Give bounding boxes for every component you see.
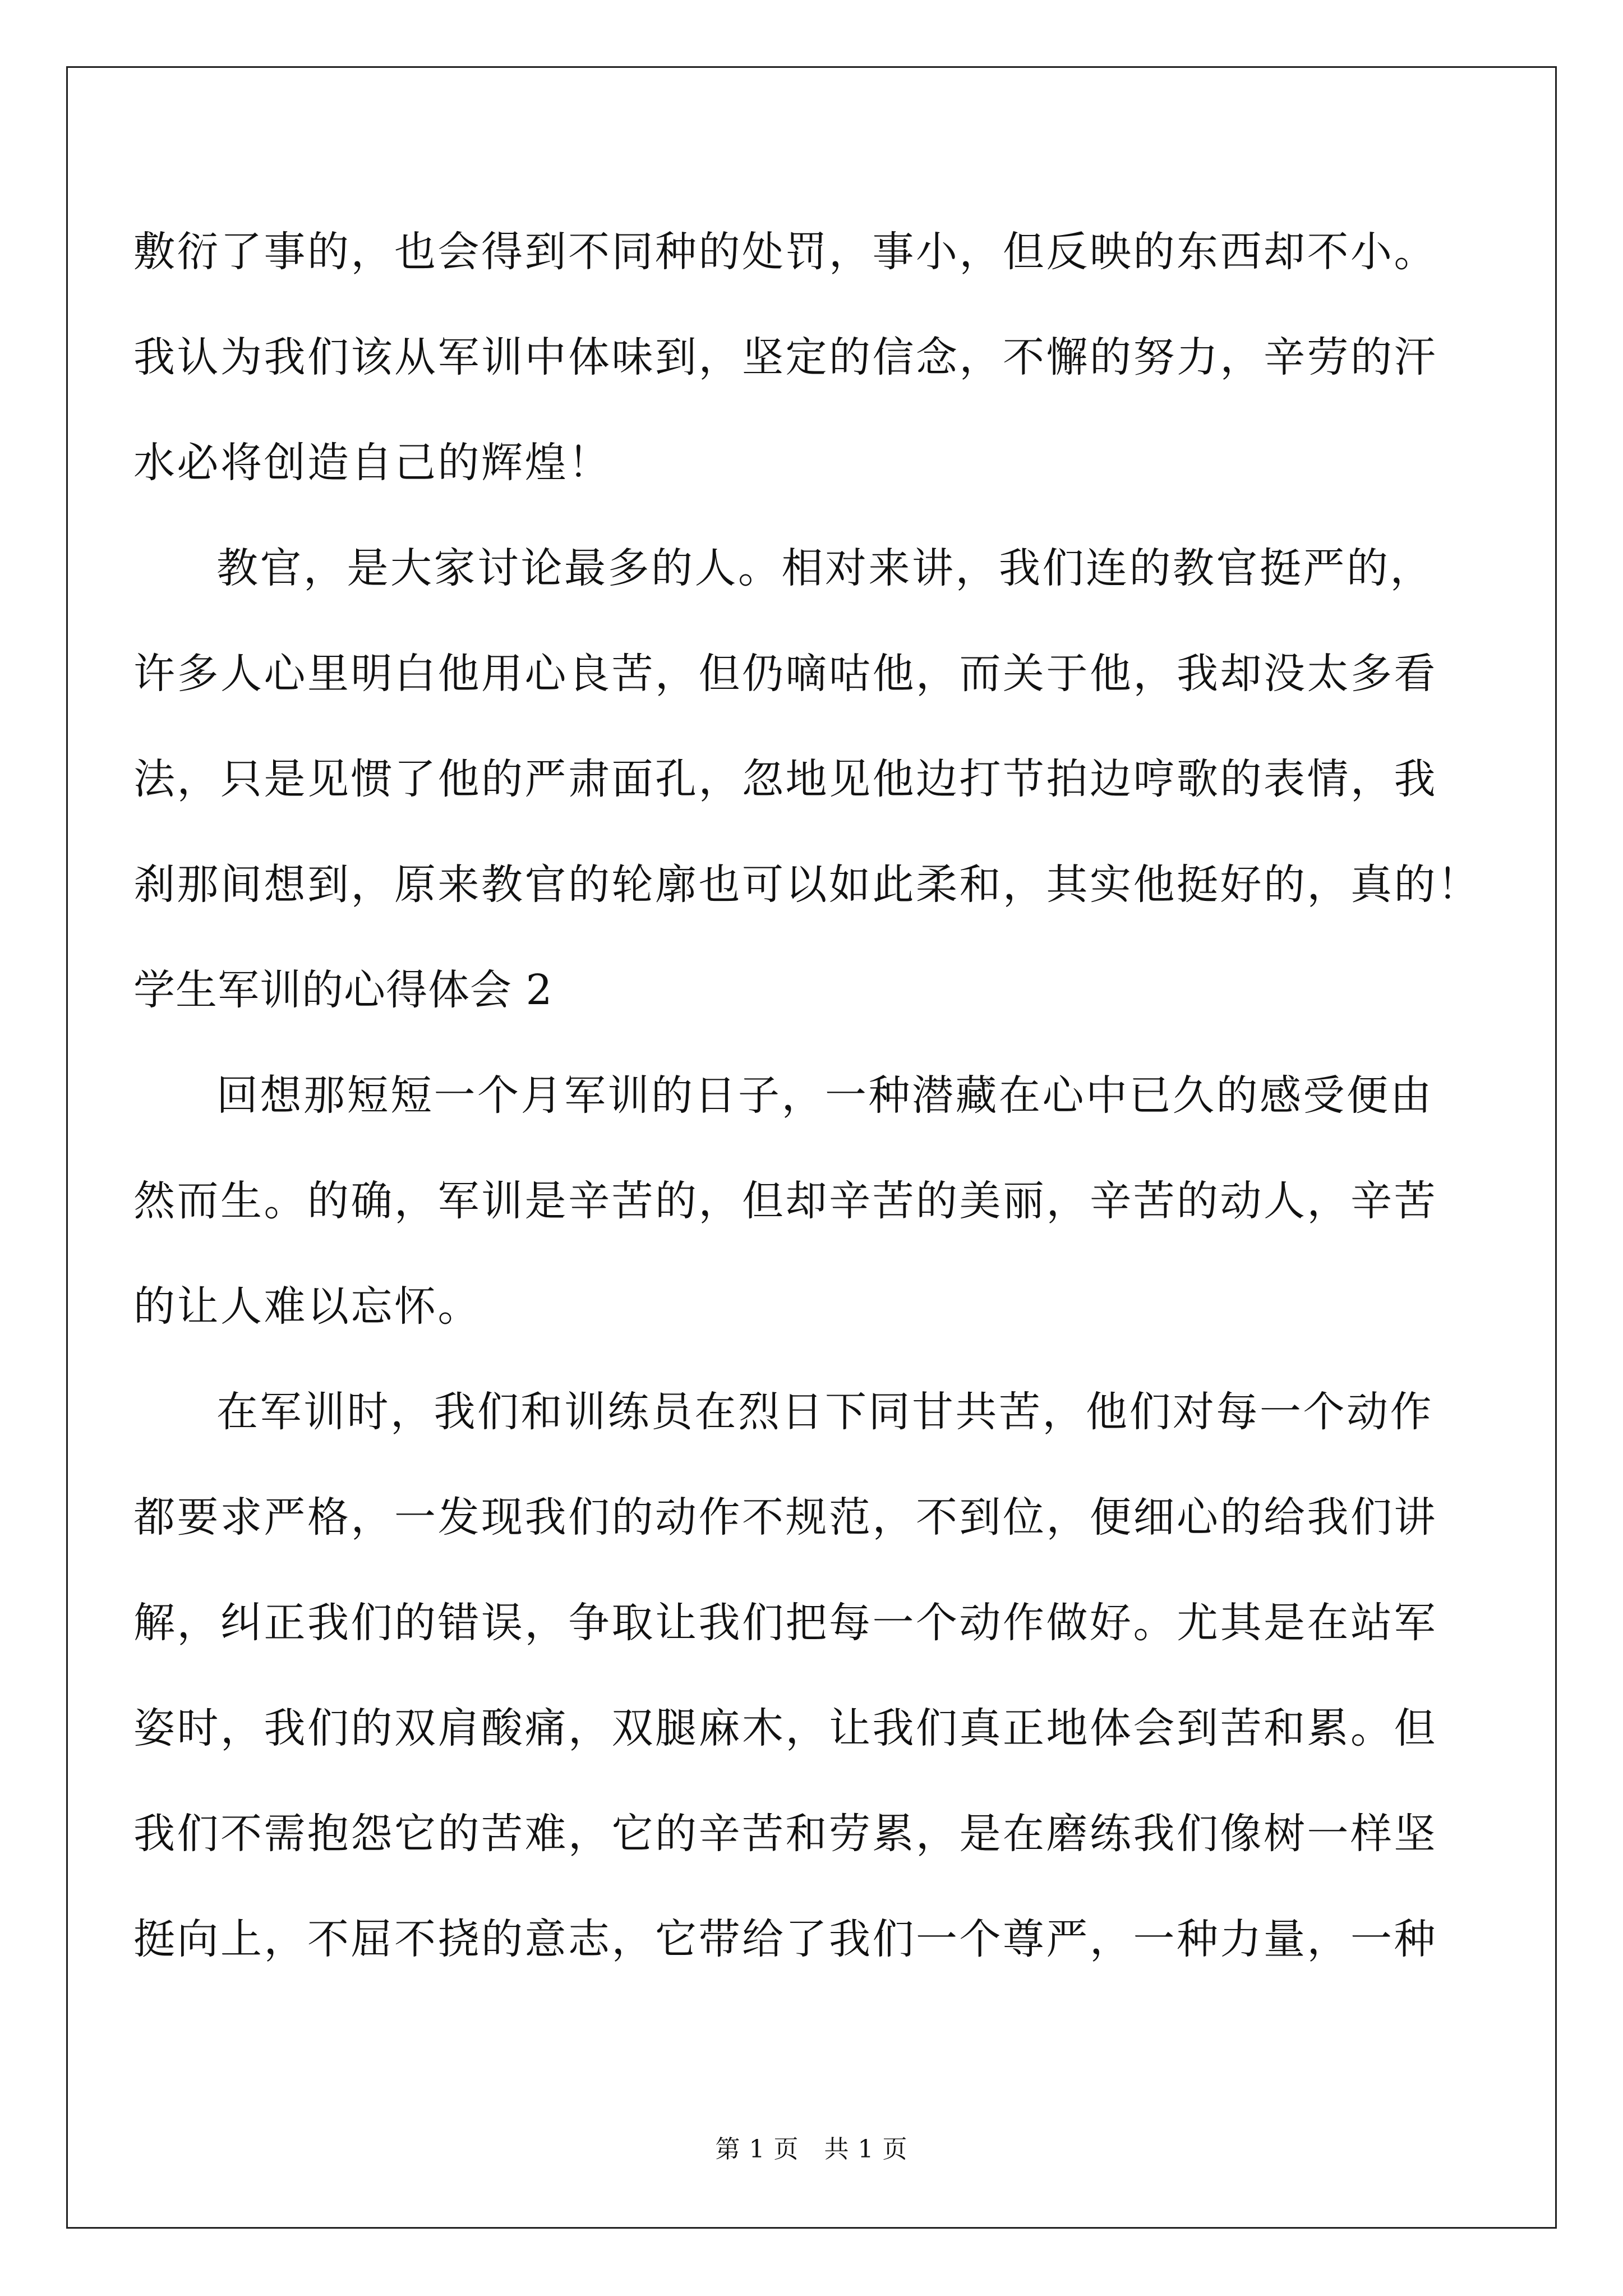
text-line: 许多人心里明白他用心良苦，但仍嘀咕他，而关于他，我却没太多看 [133,650,1437,698]
text-line: 解，纠正我们的错误，争取让我们把每一个动作做好。尤其是在站军 [133,1599,1437,1647]
section-heading: 学生军训的心得体会 2 [133,966,553,1014]
text-line: 姿时，我们的双肩酸痛，双腿麻木，让我们真正地体会到苦和累。但 [133,1704,1437,1752]
page-number-footer: 第 1 页 共 1 页 [715,2135,908,2164]
text-line: 挺向上，不屈不挠的意志，它带给了我们一个尊严，一种力量，一种 [133,1915,1437,1963]
text-line: 的让人难以忘怀。 [133,1282,481,1331]
text-line: 刹那间想到，原来教官的轮廓也可以如此柔和，其实他挺好的，真的！ [133,861,1481,909]
text-line: 都要求严格，一发现我们的动作不规范，不到位，便细心的给我们讲 [133,1493,1437,1542]
text-line: 法，只是见惯了他的严肃面孔，忽地见他边打节拍边哼歌的表情，我 [133,755,1437,803]
document-body [133,199,1481,1992]
text-line: 我们不需抱怨它的苦难，它的辛苦和劳累，是在磨练我们像树一样坚 [133,1810,1437,1858]
text-line: 我认为我们该从军训中体味到，坚定的信念，不懈的努力，辛劳的汗 [133,333,1437,381]
text-line: 然而生。的确，军训是辛苦的，但却辛苦的美丽，辛苦的动人，辛苦 [133,1177,1437,1225]
paragraph-start-line: 教官，是大家讨论最多的人。相对来讲，我们连的教官挺严的， [216,544,1433,592]
text-line: 敷衍了事的，也会得到不同种的处罚，事小，但反映的东西却不小。 [133,228,1437,276]
text-line: 水必将创造自己的辉煌！ [133,439,612,487]
paragraph-start-line: 回想那短短一个月军训的日子，一种潜藏在心中已久的感受便由 [216,1071,1433,1120]
paragraph-start-line: 在军训时，我们和训练员在烈日下同甘共苦，他们对每一个动作 [216,1388,1433,1436]
